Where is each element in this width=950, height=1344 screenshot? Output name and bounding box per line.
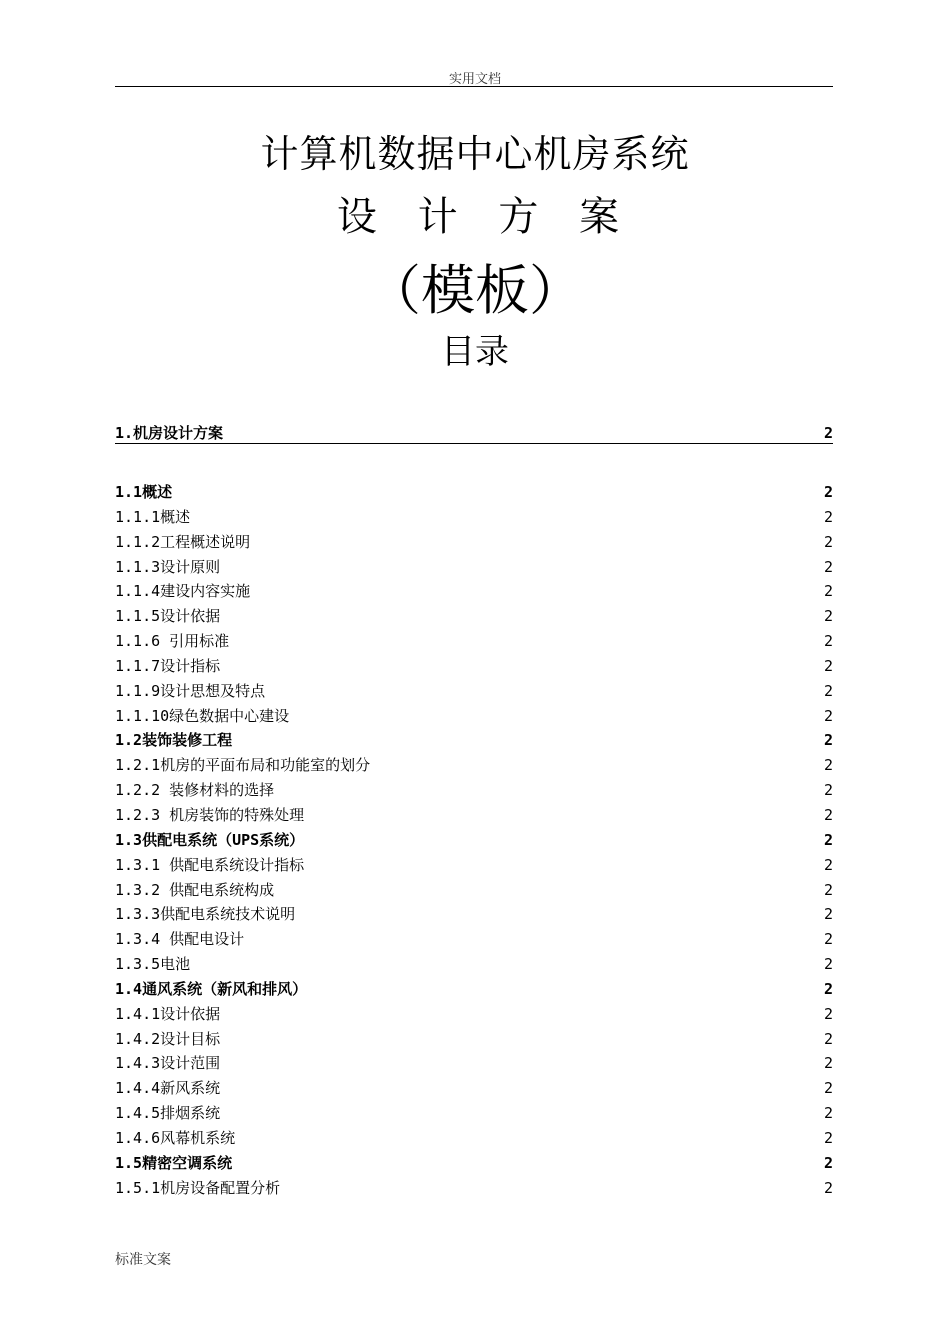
toc-entry[interactable] (115, 480, 833, 505)
toc-entry-label: 1.4.2设计目标 (115, 1029, 221, 1048)
toc-entry-page-number: 2 (823, 607, 833, 626)
toc-entry-page-number: 2 (823, 781, 833, 800)
toc-entry-page-number: 2 (823, 830, 833, 849)
toc-entry-page-number: 2 (823, 632, 833, 651)
toc-entry[interactable] (115, 853, 833, 878)
toc-entry[interactable] (115, 927, 833, 952)
toc-entry-page-number: 2 (823, 905, 833, 924)
toc-entry-page-number: 2 (823, 805, 833, 824)
toc-entry-label: 1.1.3设计原则 (115, 557, 221, 576)
toc-entry[interactable] (115, 902, 833, 927)
toc-entry-label: 1.5.1机房设备配置分析 (115, 1178, 281, 1197)
toc-entry-page-number: 2 (823, 681, 833, 700)
toc-entry-page-number: 2 (823, 656, 833, 675)
toc-entry[interactable] (115, 1151, 833, 1176)
toc-entry-page-number: 2 (823, 955, 833, 974)
toc-entry[interactable] (115, 1002, 833, 1027)
toc-entry-label: 1.2.3 机房装饰的特殊处理 (115, 805, 305, 824)
toc-entry-page-number: 2 (823, 1128, 833, 1147)
toc-entry-label: 1.5精密空调系统 (115, 1153, 233, 1172)
template-label: （模板） (367, 259, 583, 322)
toc-entry-page-number: 2 (823, 1178, 833, 1197)
toc-entry-page-number: 2 (823, 756, 833, 775)
toc-entry-label: 1.4.3设计范围 (115, 1054, 221, 1073)
header-rule (115, 86, 833, 87)
toc-entry-page-number: 2 (823, 1153, 833, 1172)
toc-entry[interactable] (115, 753, 833, 778)
toc-entry-page-number: 2 (823, 532, 833, 551)
toc-entry[interactable] (115, 952, 833, 977)
toc-entry-page-number: 2 (823, 706, 833, 725)
toc-entry-label: 1.2.1机房的平面布局和功能室的划分 (115, 756, 371, 775)
toc-entry-label: 1.1.5设计依据 (115, 607, 221, 626)
toc-entry[interactable] (115, 828, 833, 853)
toc-entry-page-number: 2 (823, 582, 833, 601)
toc-entry[interactable] (115, 604, 833, 629)
toc-entry-label: 1.3供配电系统（UPS系统） (115, 830, 305, 849)
toc-entry-page-number: 2 (823, 1004, 833, 1023)
toc-entry[interactable] (115, 423, 833, 444)
toc-entry[interactable] (115, 654, 833, 679)
toc-entry-label: 1.2.2 装修材料的选择 (115, 781, 275, 800)
toc-entry[interactable] (115, 803, 833, 828)
page-footer: 标准文案 (115, 1252, 171, 1268)
toc-entry-label: 1.4.6风幕机系统 (115, 1128, 236, 1147)
toc-entry-label: 1.机房设计方案 (115, 424, 224, 442)
toc-entry-label: 1.1.4建设内容实施 (115, 582, 251, 601)
toc-entry-page-number: 2 (823, 1104, 833, 1123)
toc-entry[interactable] (115, 704, 833, 729)
toc-entry-label: 1.1概述 (115, 483, 173, 501)
table-of-contents (115, 423, 833, 1200)
toc-entry-page-number: 2 (823, 731, 833, 750)
toc-entry-label: 1.1.2工程概述说明 (115, 532, 251, 551)
toc-entry-label: 1.3.2 供配电系统构成 (115, 880, 275, 899)
toc-entry-label: 1.4.5排烟系统 (115, 1104, 221, 1123)
toc-entry[interactable] (115, 1101, 833, 1126)
toc-entry-label: 1.4通风系统（新风和排风） (115, 979, 308, 998)
toc-entry-page-number: 2 (823, 557, 833, 576)
toc-entry-label: 1.2装饰装修工程 (115, 731, 233, 750)
toc-entry-label: 1.1.1概述 (115, 507, 191, 526)
toc-entry[interactable] (115, 505, 833, 530)
toc-entry[interactable] (115, 1176, 833, 1201)
toc-entry-label: 1.3.3供配电系统技术说明 (115, 905, 296, 924)
toc-entry[interactable] (115, 579, 833, 604)
toc-entry[interactable] (115, 555, 833, 580)
toc-entry-page-number: 2 (823, 880, 833, 899)
document-title: 计算机数据中心机房系统 (260, 132, 690, 176)
toc-entry-label: 1.3.4 供配电设计 (115, 930, 245, 949)
toc-entry-label: 1.4.1设计依据 (115, 1004, 221, 1023)
toc-entry[interactable] (115, 728, 833, 753)
toc-entry-label: 1.1.7设计指标 (115, 656, 221, 675)
toc-entry[interactable] (115, 878, 833, 903)
toc-entry[interactable] (115, 679, 833, 704)
toc-entry[interactable] (115, 1027, 833, 1052)
toc-entry[interactable] (115, 629, 833, 654)
toc-entry[interactable] (115, 530, 833, 555)
page-header: 实用文档 (448, 72, 501, 87)
toc-entry-page-number: 2 (823, 855, 833, 874)
toc-entry-page-number: 2 (823, 1079, 833, 1098)
toc-entry[interactable] (115, 1076, 833, 1101)
toc-entry[interactable] (115, 977, 833, 1002)
toc-entry-label: 1.3.5电池 (115, 955, 191, 974)
toc-entry-label: 1.1.6 引用标准 (115, 632, 230, 651)
toc-entry-label: 1.3.1 供配电系统设计指标 (115, 855, 305, 874)
toc-entry-page-number: 2 (823, 1029, 833, 1048)
toc-entry-label: 1.1.10绿色数据中心建设 (115, 706, 290, 725)
toc-entry[interactable] (115, 1126, 833, 1151)
toc-entry-label: 1.4.4新风系统 (115, 1079, 221, 1098)
toc-entry[interactable] (115, 778, 833, 803)
toc-entry-page-number: 2 (823, 930, 833, 949)
toc-entry-page-number: 2 (823, 979, 833, 998)
toc-heading: 目录 (441, 332, 509, 372)
toc-entry-page-number: 2 (823, 483, 833, 501)
document-subtitle: 设 计 方 案 (336, 194, 634, 240)
toc-entry[interactable] (115, 1051, 833, 1076)
toc-entry-page-number: 2 (823, 507, 833, 526)
toc-entry-page-number: 2 (823, 1054, 833, 1073)
toc-entry-label: 1.1.9设计思想及特点 (115, 681, 266, 700)
toc-entry-page-number: 2 (823, 424, 833, 442)
